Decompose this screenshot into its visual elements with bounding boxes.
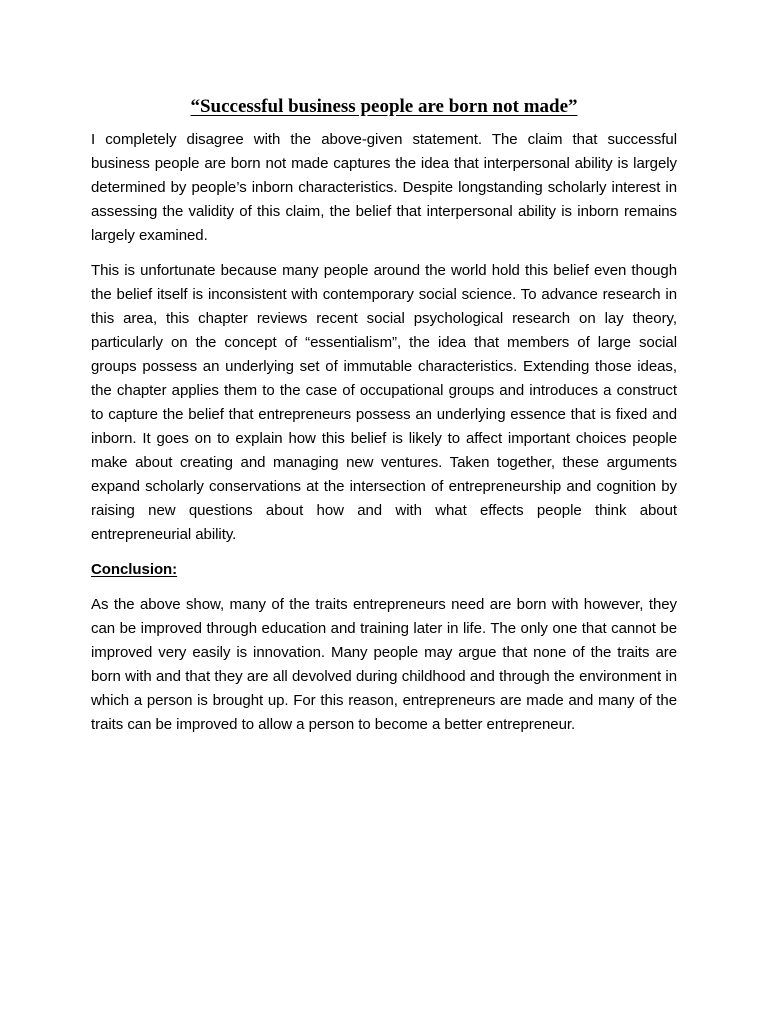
document-body — [91, 128, 677, 748]
document-title: “Successful business people are born not made” — [190, 96, 578, 117]
body-paragraph-1: I completely disagree with the above-given statement. The claim that successful business people are born not made captures the idea that interpersonal ability is largely determined by people’s inborn characteristics. Despite longstanding scholarly interest in assessing the validity of this claim, the belief that interpersonal ability is inborn remains largely examined. — [91, 131, 677, 244]
conclusion-heading: Conclusion: — [91, 561, 178, 578]
body-paragraph-2: This is unfortunate because many people around the world hold this belief even though the belief itself is inconsistent with contemporary social science. To advance research in this area, this chapter reviews recent social psychological research on lay theory, particularly on the concept of “essentialism”, the idea that members of large social groups possess an underlying set of immutable characteristics. Extending those ideas, the chapter applies them to the case of occupational groups and introduces a construct to capture the belief that entrepreneurs possess an underlying essence that is fixed and inborn. It goes on to explain how this belief is likely to affect important choices people make about creating and managing new ventures. Taken together, these arguments expand scholarly conservations at the intersection of entrepreneurship and cognition by raising new questions about how and with what effects people think about entrepreneurial ability. — [91, 262, 677, 543]
conclusion-paragraph: As the above show, many of the traits entrepreneurs need are born with however, they can be improved through education and training later in life. The only one that cannot be improved very easily is innovation. Many people may argue that none of the traits are born with and that they are all devolved during childhood and through the environment in which a person is brought up. For this reason, entrepreneurs are made and many of the traits can be improved to allow a person to become a better entrepreneur. — [91, 596, 677, 733]
